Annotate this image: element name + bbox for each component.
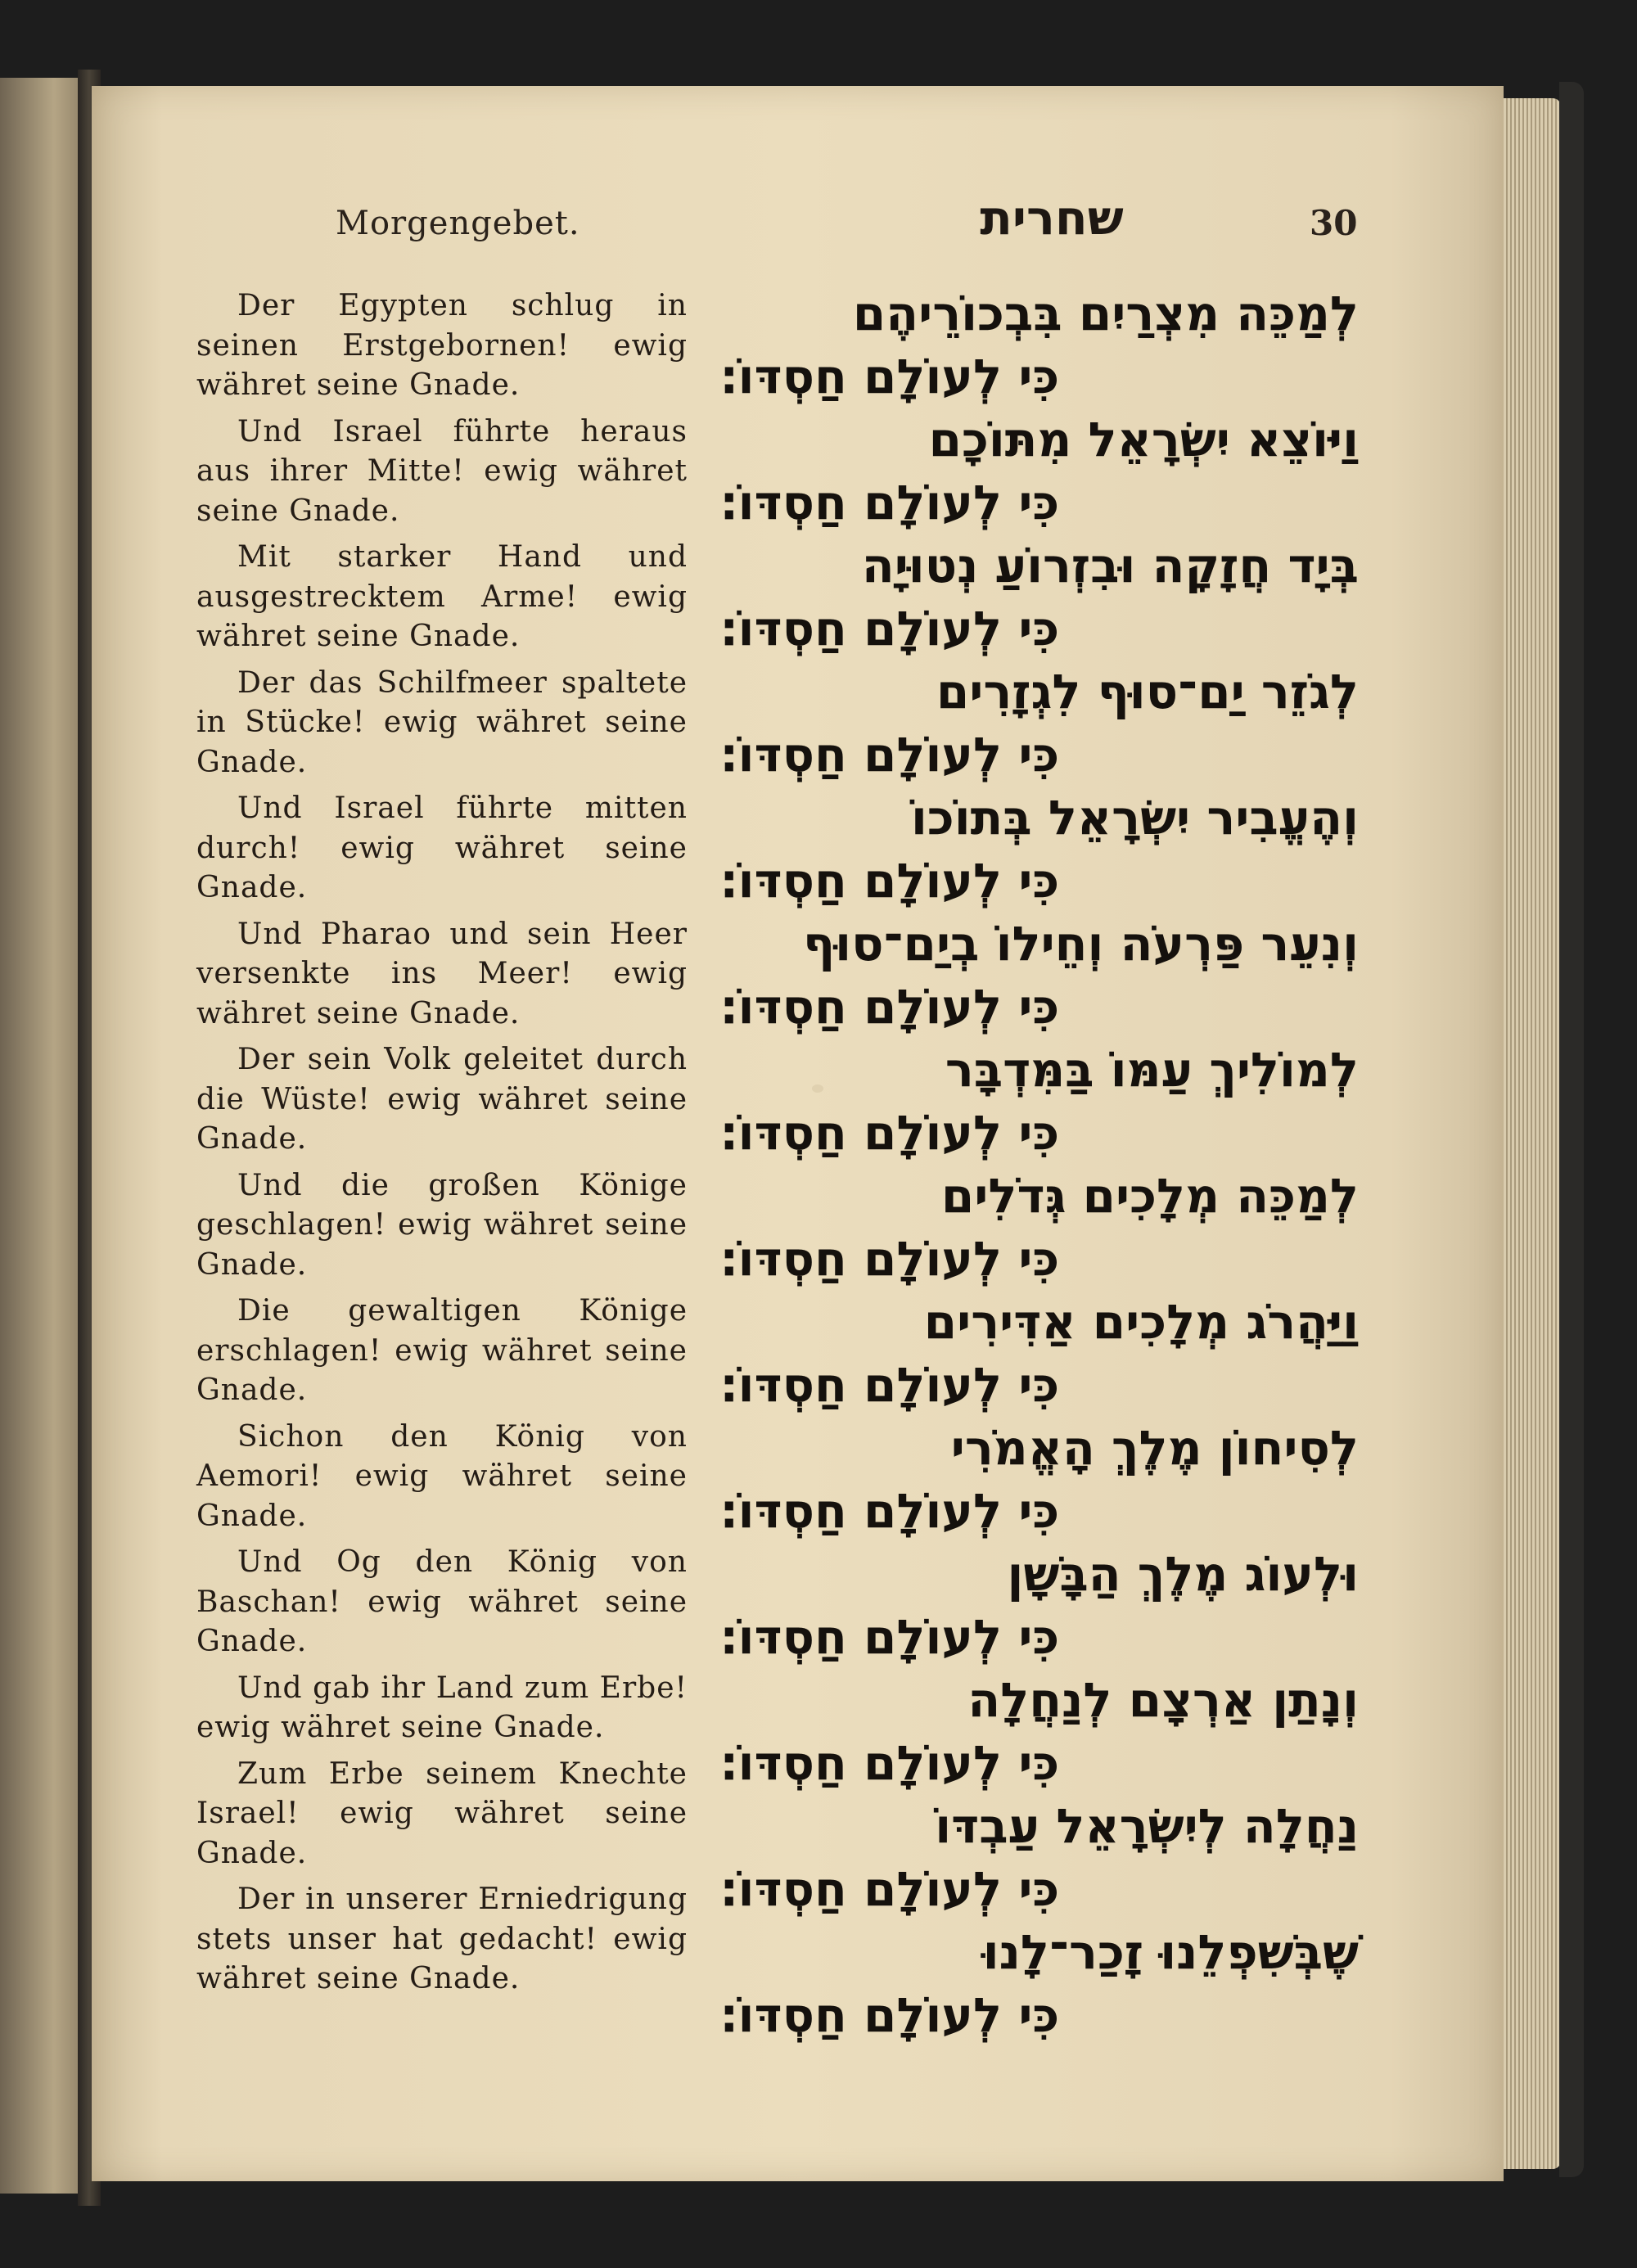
german-verse: Die gewaltigen Könige erschlagen! ewig währet seine Gnade. xyxy=(196,1294,688,1407)
hebrew-verse: וַיַּהֲרֹג מְלָכִים אַדִּירִים xyxy=(923,1294,1359,1350)
book-cover-edge xyxy=(1559,82,1584,2177)
hebrew-refrain: כִּי לְעוֹלָם חַסְדּוֹ׃ xyxy=(720,1231,1060,1287)
hebrew-refrain: כִּי לְעוֹלָם חַסְדּוֹ׃ xyxy=(720,1861,1060,1917)
german-translation-column xyxy=(196,286,688,2006)
german-verse: Und Og den König von Baschan! ewig währet seine Gnade. xyxy=(196,1545,688,1658)
hebrew-refrain: כִּי לְעוֹלָם חַסְדּוֹ׃ xyxy=(720,727,1060,782)
german-verse: Der in unserer Erniedrigung stets unser hat gedacht! ewig währet seine Gnade. xyxy=(196,1882,688,1995)
running-head-hebrew: שחרית xyxy=(980,190,1124,246)
hebrew-verse: וּלְעוֹג מֶלֶךְ הַבָּשָׁן xyxy=(1007,1546,1359,1602)
hebrew-refrain: כִּי לְעוֹלָם חַסְדּוֹ׃ xyxy=(720,1987,1060,2043)
hebrew-verse: וְנִעֵר פַּרְעֹה וְחֵילוֹ בְיַם־סוּף xyxy=(803,916,1359,972)
german-verse: Der das Schilfmeer spaltete in Stücke! ewig währet seine Gnade. xyxy=(196,665,688,779)
hebrew-refrain: כִּי לְעוֹלָם חַסְדּוֹ׃ xyxy=(720,349,1060,404)
german-verse: Und Pharao und sein Heer versenkte ins Meer! ewig währet seine Gnade. xyxy=(196,917,688,1030)
hebrew-verse: לְמַכֵּה מְלָכִים גְּדֹלִים xyxy=(940,1168,1359,1224)
hebrew-refrain: כִּי לְעוֹלָם חַסְדּוֹ׃ xyxy=(720,1735,1060,1791)
page-edges xyxy=(1504,98,1561,2169)
hebrew-refrain: כִּי לְעוֹלָם חַסְדּוֹ׃ xyxy=(720,475,1060,530)
german-verse: Der Egypten schlug in seinen Erstgebornen! ewig währet seine Gnade. xyxy=(196,289,688,402)
hebrew-refrain: כִּי לְעוֹלָם חַסְדּוֹ׃ xyxy=(720,1609,1060,1665)
hebrew-refrain: כִּי לְעוֹלָם חַסְדּוֹ׃ xyxy=(720,1357,1060,1413)
hebrew-text-column xyxy=(704,282,1359,2047)
hebrew-refrain: כִּי לְעוֹלָם חַסְדּוֹ׃ xyxy=(720,853,1060,909)
german-verse: Und die großen Könige geschlagen! ewig währet seine Gnade. xyxy=(196,1168,688,1282)
running-head-german: Morgengebet. xyxy=(336,205,580,242)
hebrew-verse: וְהֶעֱבִיר יִשְׂרָאֵל בְּתוֹכוֹ xyxy=(910,790,1359,845)
page-number: 30 xyxy=(1310,203,1358,243)
hebrew-verse: לְגֹזֵר יַם־סוּף לִגְזָרִים xyxy=(936,664,1359,719)
hebrew-verse: וְנָתַן אַרְצָם לְנַחֲלָה xyxy=(967,1672,1359,1728)
hebrew-refrain: כִּי לְעוֹלָם חַסְדּוֹ׃ xyxy=(720,1105,1060,1161)
german-verse: Und Israel führte mitten durch! ewig währet seine Gnade. xyxy=(196,791,688,904)
hebrew-refrain: כִּי לְעוֹלָם חַסְדּוֹ׃ xyxy=(720,1483,1060,1539)
german-verse: Der sein Volk geleitet durch die Wüste! ewig währet seine Gnade. xyxy=(196,1043,688,1156)
german-verse: Und gab ihr Land zum Erbe! ewig währet seine Gnade. xyxy=(196,1671,688,1744)
hebrew-verse: לְסִיחוֹן מֶלֶךְ הָאֱמֹרִי xyxy=(950,1420,1359,1476)
hebrew-verse: לְמוֹלִיךְ עַמּוֹ בַּמִּדְבָּר xyxy=(945,1042,1359,1098)
german-verse: Zum Erbe seinem Knechte Israel! ewig währet seine Gnade. xyxy=(196,1756,688,1870)
hebrew-verse: שֶׁבְּשִׁפְלֵנוּ זָכַר־לָנוּ xyxy=(982,1924,1359,1980)
left-page-edge xyxy=(0,78,90,2194)
german-verse: Mit starker Hand und ausgestrecktem Arme! ewig währet seine Gnade. xyxy=(196,540,688,653)
german-verse: Und Israel führte heraus aus ihrer Mitte! ewig währet seine Gnade. xyxy=(196,414,688,528)
german-verse: Sichon den König von Aemori! ewig währet seine Gnade. xyxy=(196,1419,688,1533)
hebrew-refrain: כִּי לְעוֹלָם חַסְדּוֹ׃ xyxy=(720,601,1060,656)
hebrew-verse: בְּיָד חֲזָקָה וּבִזְרוֹעַ נְטוּיָה xyxy=(861,538,1359,593)
hebrew-verse: נַחֲלָה לְיִשְׂרָאֵל עַבְדּוֹ xyxy=(935,1798,1359,1854)
hebrew-verse: לְמַכֵּה מִצְרַיִם בִּבְכוֹרֵיהֶם xyxy=(852,286,1359,341)
hebrew-verse: וַיּוֹצֵא יִשְׂרָאֵל מִתּוֹכָם xyxy=(928,412,1359,467)
hebrew-refrain: כִּי לְעוֹלָם חַסְדּוֹ׃ xyxy=(720,979,1060,1035)
